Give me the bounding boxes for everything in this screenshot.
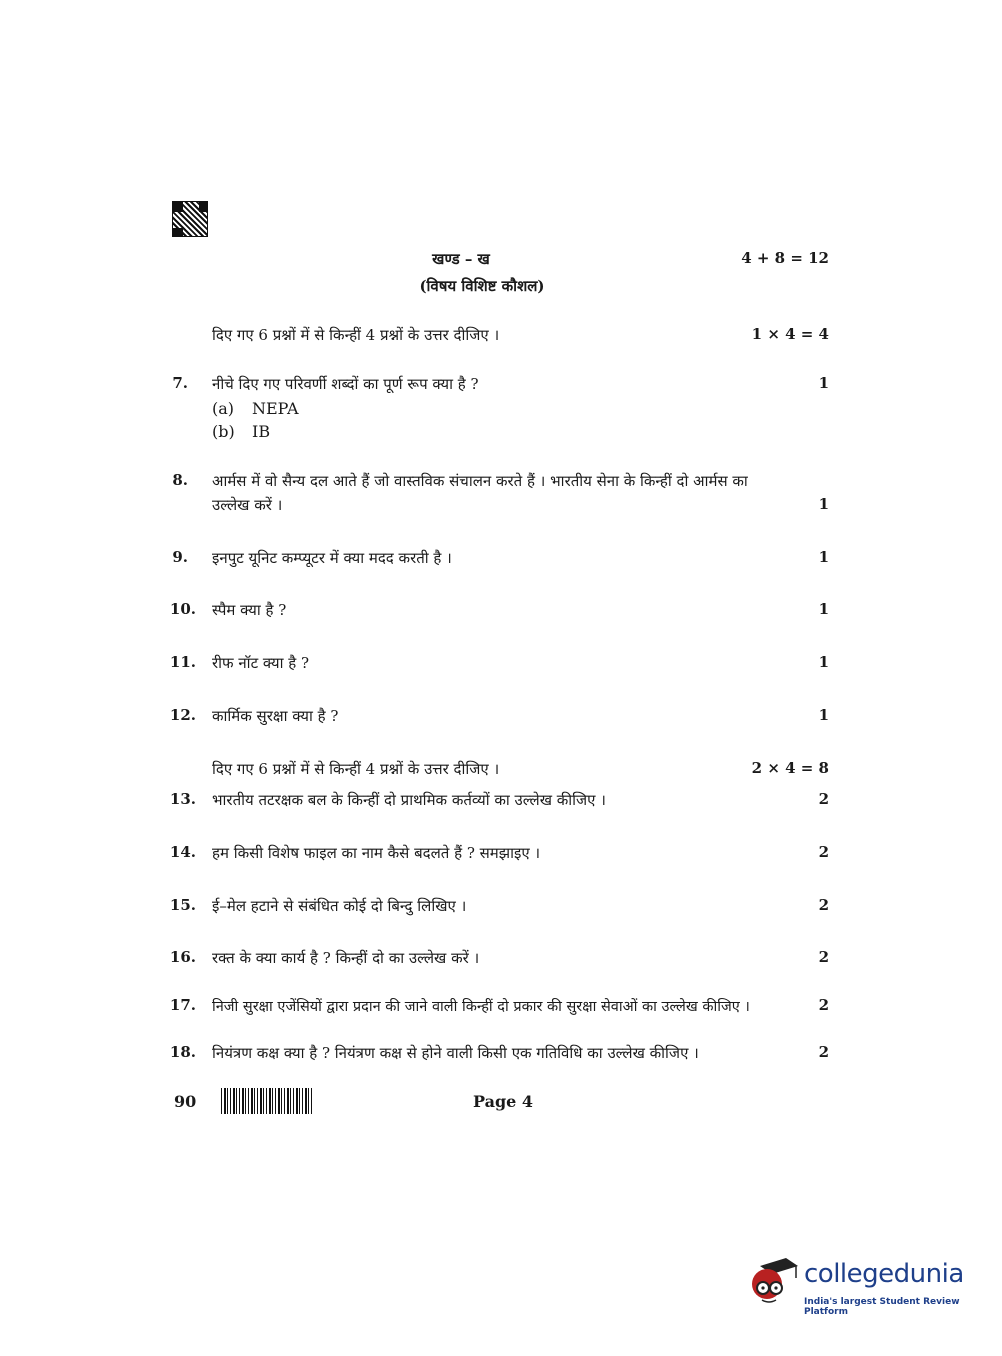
option-label: (b) — [212, 422, 235, 441]
question-marks: 2 — [818, 948, 829, 966]
section-title: खण्ड – ख — [432, 250, 490, 268]
question-marks: 1 — [818, 706, 829, 724]
question-marks: 1 — [818, 600, 829, 618]
question-number: 10. — [169, 600, 196, 618]
question-marks: 1 — [818, 653, 829, 671]
paper-code: 90 — [174, 1092, 197, 1111]
question-number: 9. — [172, 548, 188, 566]
option-text: NEPA — [252, 399, 299, 418]
section-subtitle: (विषय विशिष्ट कौशल) — [419, 277, 545, 295]
question-text: रीफ नॉट क्या है ? — [212, 654, 310, 672]
collegedunia-mascot-icon — [742, 1250, 800, 1308]
question-marks: 2 — [818, 896, 829, 914]
instruction-1: दिए गए 6 प्रश्नों में से किन्हीं 4 प्रश्नों के उत्तर दीजिए । — [212, 326, 500, 344]
question-number: 15. — [169, 896, 196, 914]
question-text: ई–मेल हटाने से संबंधित कोई दो बिन्दु लिखिए । — [212, 897, 467, 915]
instruction-1-marks: 1 × 4 = 4 — [751, 325, 829, 343]
question-text: इनपुट यूनिट कम्प्यूटर में क्या मदद करती है । — [212, 549, 452, 567]
question-text: हम किसी विशेष फाइल का नाम कैसे बदलते हैं ? समझाइए । — [212, 844, 541, 862]
question-number: 17. — [169, 996, 196, 1014]
brand-name: collegedunia — [804, 1259, 964, 1289]
question-marks: 2 — [818, 790, 829, 808]
qr-code — [172, 201, 208, 237]
question-marks: 1 — [818, 495, 829, 513]
question-text: नियंत्रण कक्ष क्या है ? नियंत्रण कक्ष से होने वाली किसी एक गतिविधि का उल्लेख कीजिए । — [212, 1044, 699, 1062]
instruction-2-marks: 2 × 4 = 8 — [751, 759, 829, 777]
question-number: 7. — [172, 374, 188, 392]
question-marks: 2 — [818, 996, 829, 1014]
question-marks: 2 — [818, 1043, 829, 1061]
question-marks: 2 — [818, 843, 829, 861]
question-text: नीचे दिए गए परिवर्णी शब्दों का पूर्ण रूप क्या है ? — [212, 375, 479, 393]
section-marks: 4 + 8 = 12 — [741, 249, 829, 267]
barcode — [221, 1088, 313, 1114]
instruction-2: दिए गए 6 प्रश्नों में से किन्हीं 4 प्रश्नों के उत्तर दीजिए । — [212, 760, 500, 778]
question-number: 14. — [169, 843, 196, 861]
question-number: 13. — [169, 790, 196, 808]
question-number: 12. — [169, 706, 196, 724]
question-text: निजी सुरक्षा एजेंसियों द्वारा प्रदान की जाने वाली किन्हीं दो प्रकार की सुरक्षा सेवाओं का उल्लेख कीजिए । — [212, 999, 750, 1015]
question-text: भारतीय तटरक्षक बल के किन्हीं दो प्राथमिक कर्तव्यों का उल्लेख कीजिए । — [212, 791, 606, 809]
question-text: स्पैम क्या है ? — [212, 601, 287, 619]
option-label: (a) — [212, 399, 235, 418]
question-number: 16. — [169, 948, 196, 966]
question-text: कार्मिक सुरक्षा क्या है ? — [212, 707, 339, 725]
question-text-continued: उल्लेख करें । — [212, 496, 283, 514]
question-marks: 1 — [818, 374, 829, 392]
brand-tagline: India's largest Student Review Platform — [804, 1297, 960, 1317]
option-text: IB — [252, 422, 271, 441]
question-text: आर्मस में वो सैन्य दल आते हैं जो वास्तविक संचालन करते हैं । भारतीय सेना के किन्हीं दो आर्मस का — [212, 472, 748, 490]
question-number: 11. — [169, 653, 196, 671]
question-marks: 1 — [818, 548, 829, 566]
question-number: 18. — [169, 1043, 196, 1061]
question-text: रक्त के क्या कार्य है ? किन्हीं दो का उल्लेख करें । — [212, 949, 480, 967]
page-number: Page 4 — [473, 1092, 534, 1111]
question-number: 8. — [172, 471, 188, 489]
